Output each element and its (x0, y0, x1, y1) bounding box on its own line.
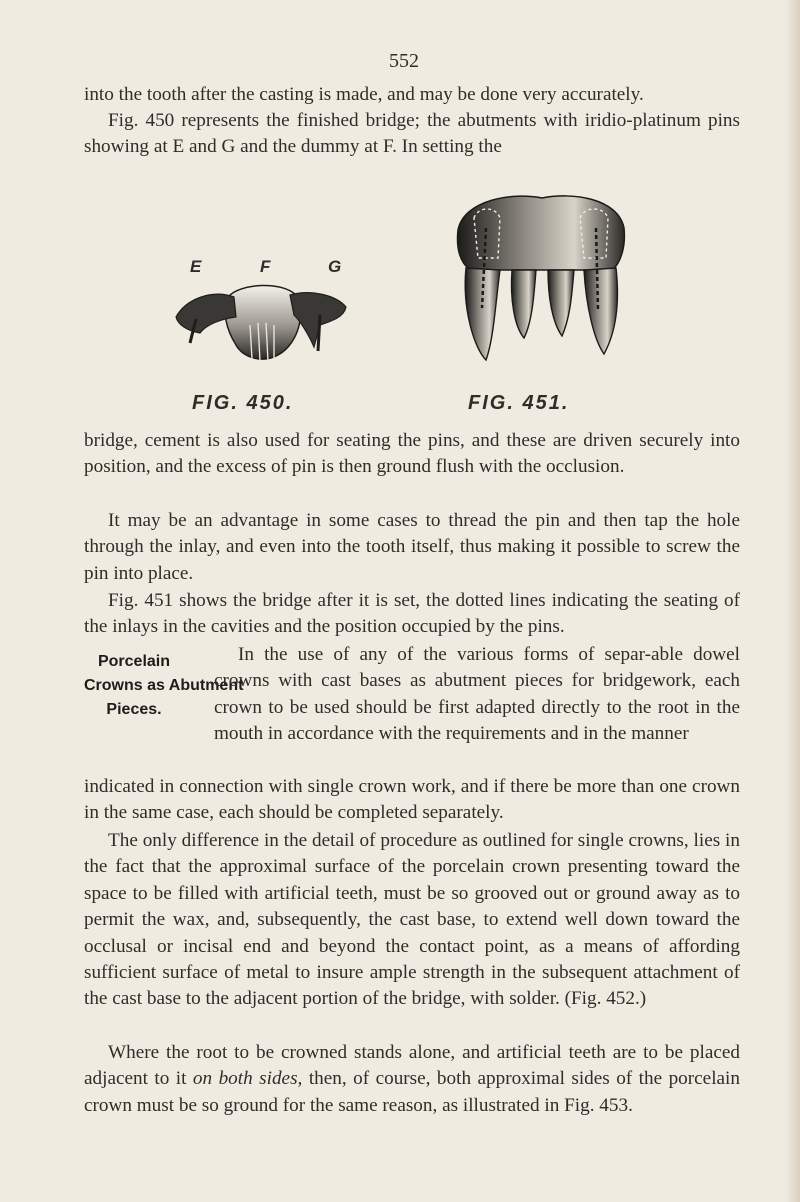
sidenote-line-1: Porcelain (97, 653, 171, 670)
root-text-before: Where the root to be crowned stands alone, and artificial teeth are to be placed adjacent to it (84, 1042, 740, 1090)
paragraph-fig450-description: Fig. 450 represents the finished bridge; the abutments with iridio-platinum pins showing at E and G and the dummy at F. In setting the (84, 110, 740, 158)
sidenote-line-3: Pieces. (106, 701, 162, 718)
figure-451 (452, 188, 630, 368)
root-text-emphasis: on both sides, (192, 1068, 303, 1090)
figure-label-f: F (260, 257, 271, 276)
figure-450 (170, 255, 350, 370)
paragraph-bridge-cement: bridge, cement is also used for seating the pins, and these are driven securely into position, and the excess of pin is then ground flush with the occlusion. (84, 430, 740, 478)
page-edge-shadow (786, 0, 800, 1202)
figure-label-e: E (190, 257, 202, 276)
figure-label-g: G (328, 257, 342, 276)
page-number: 552 (389, 50, 419, 72)
figure-450-caption: FIG. 450. (192, 392, 294, 414)
root-text-after: then, of course, both approximal sides of the porcelain crown must be so ground for the same reason, as illustrated in Fig. 453. (84, 1068, 740, 1116)
paragraph-fig451-description: Fig. 451 shows the bridge after it is set, the dotted lines indicating the seating of the inlays in the cavities and the position occupied by the pins. (84, 590, 740, 638)
paragraph-porcelain-crowns: In the use of any of the various forms of separ-able dowel crowns with cast bases as abutment pieces for bridgework, each crown to be used should be first adapted directly to the root in the mouth in accordance with the requirements and in the manner (214, 644, 740, 745)
sidenote-porcelain-crowns (84, 650, 244, 722)
paragraph-porcelain-crowns-continued: indicated in connection with single crown work, and if there be more than one crown in the same case, each should be completed separately. (84, 776, 740, 824)
paragraph-thread-pin: It may be an advantage in some cases to thread the pin and then tap the hole through the inlay, and even into the tooth itself, thus making it possible to screw the pin into place. (84, 510, 740, 584)
paragraph-intro: into the tooth after the casting is made, and may be done very accurately. (84, 84, 644, 105)
set-bridge-illustration (452, 188, 630, 368)
paragraph-difference: The only difference in the detail of procedure as outlined for single crowns, lies in the fact that the approximal surface of the porcelain crown presenting toward the space to be filled with artificial teeth, must be so grooved out or ground away as to permit the wax, and, subsequently, the cast base, to extend well down toward the occlusal or incisal end and beyond the contact point, as a means of affording sufficient surface of metal to insure ample strength in the subsequent attachment of the cast base to the adjacent portion of the bridge, with solder. (Fig. 452.) (84, 830, 740, 1010)
sidenote-line-2: Crowns as Abutment (84, 677, 244, 694)
paragraph-root-alone (84, 1040, 740, 1119)
figure-451-caption: FIG. 451. (468, 392, 570, 414)
